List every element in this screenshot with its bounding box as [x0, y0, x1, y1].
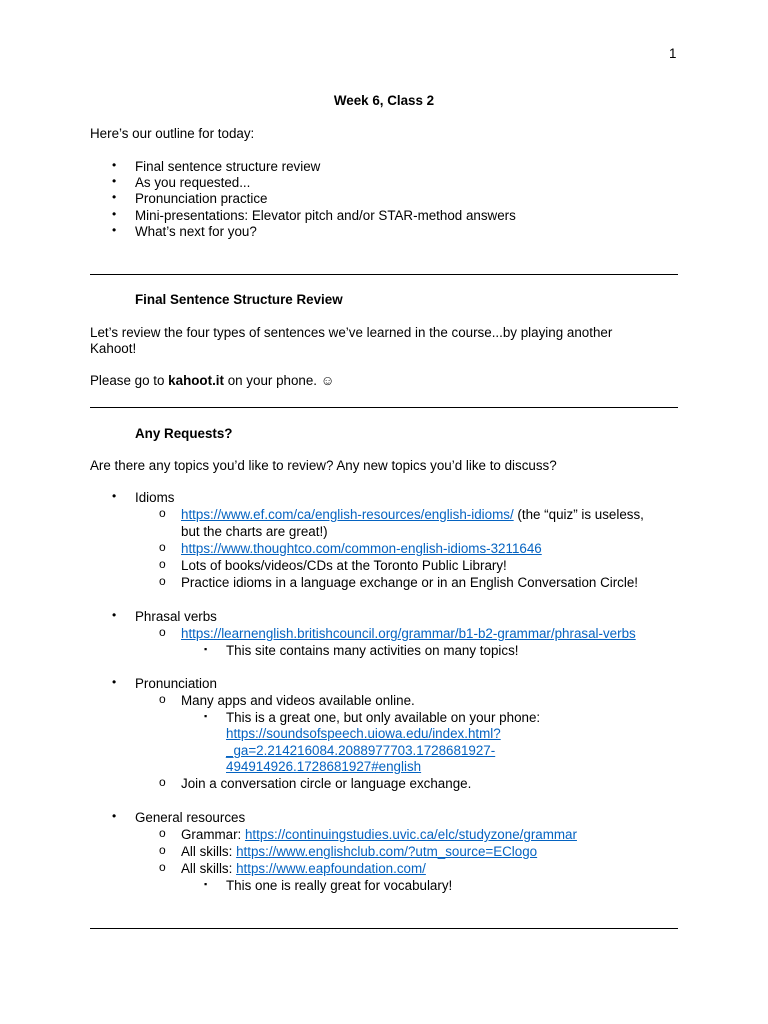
resource-type: Grammar:	[181, 827, 245, 842]
list-item	[181, 507, 644, 524]
list-item	[226, 759, 421, 776]
list-item-phrasal-verbs: Phrasal verbs	[135, 609, 217, 624]
bullet: •	[112, 608, 117, 622]
list-item: Join a conversation circle or language exchange.	[181, 776, 472, 791]
paragraph-line: Let’s review the four types of sentences we’ve learned in the course...by playing another	[90, 325, 613, 340]
list-item: Practice idioms in a language exchange or in an English Conversation Circle!	[181, 575, 639, 590]
link-englishclub[interactable]: https://www.englishclub.com/?utm_source=EClogo	[236, 844, 538, 859]
page-title: Week 6, Class 2	[333, 93, 435, 108]
bullet: •	[112, 223, 117, 237]
bullet: •	[112, 158, 117, 172]
bullet: •	[112, 207, 117, 221]
list-item: Many apps and videos available online.	[181, 693, 415, 708]
sub-bullet: o	[159, 625, 166, 639]
list-item: Lots of books/videos/CDs at the Toronto Public Library!	[181, 558, 507, 573]
resource-type: All skills:	[181, 844, 237, 859]
outline-item: Pronunciation practice	[135, 191, 268, 206]
list-item-note: This one is really great for vocabulary!	[226, 878, 453, 893]
sub-bullet: o	[159, 540, 166, 554]
instruction-prefix: Please go to	[90, 373, 169, 388]
sub-bullet: o	[159, 557, 166, 571]
link-note: (the “quiz” is useless,	[513, 507, 644, 522]
sub-bullet: o	[159, 860, 166, 874]
sub-bullet: o	[159, 826, 166, 840]
link-eapfoundation[interactable]: https://www.eapfoundation.com/	[236, 861, 426, 876]
list-item	[181, 844, 537, 861]
list-item	[181, 827, 577, 844]
list-item	[181, 626, 636, 643]
sub-sub-bullet: ▪	[204, 644, 208, 654]
outline-item: What’s next for you?	[135, 224, 257, 239]
bullet: •	[112, 174, 117, 188]
link-sounds-of-speech-cont[interactable]: _ga=2.214216084.2088977703.1728681927-	[226, 743, 496, 758]
bullet: •	[112, 809, 117, 823]
bullet: •	[112, 675, 117, 689]
list-item-general-resources: General resources	[135, 810, 246, 825]
question-text: Are there any topics you’d like to review? Any new topics you’d like to discuss?	[90, 458, 557, 473]
section-heading-sentence-review: Final Sentence Structure Review	[135, 292, 343, 307]
intro-text: Here’s our outline for today:	[90, 126, 255, 141]
section-divider	[90, 407, 678, 408]
list-item-idioms: Idioms	[135, 490, 175, 505]
bullet: •	[112, 190, 117, 204]
list-item-pronunciation: Pronunciation	[135, 676, 217, 691]
outline-item: Mini-presentations: Elevator pitch and/or STAR-method answers	[135, 208, 516, 223]
sub-bullet: o	[159, 506, 166, 520]
list-item	[181, 541, 542, 558]
sub-bullet: o	[159, 692, 166, 706]
sub-bullet: o	[159, 574, 166, 588]
link-british-council[interactable]: https://learnenglish.britishcouncil.org/grammar/b1-b2-grammar/phrasal-verbs	[181, 626, 636, 641]
sub-bullet: o	[159, 843, 166, 857]
list-item-note: This is a great one, but only available on your phone:	[226, 710, 541, 725]
list-item	[226, 726, 501, 743]
kahoot-instruction	[90, 373, 334, 390]
link-ef-idioms[interactable]: https://www.ef.com/ca/english-resources/english-idioms/	[181, 507, 514, 522]
instruction-suffix: on your phone. ☺	[223, 373, 335, 388]
resource-type: All skills:	[181, 861, 237, 876]
bullet: •	[112, 489, 117, 503]
list-item	[181, 861, 426, 878]
list-item-note: This site contains many activities on many topics!	[226, 643, 519, 658]
sub-sub-bullet: ▪	[204, 879, 208, 889]
outline-item: As you requested...	[135, 175, 251, 190]
sub-sub-bullet: ▪	[204, 711, 208, 721]
kahoot-site: kahoot.it	[168, 373, 224, 388]
paragraph-line: Kahoot!	[90, 341, 137, 356]
section-heading-requests: Any Requests?	[135, 426, 233, 441]
section-divider	[90, 928, 678, 929]
section-divider	[90, 274, 678, 275]
outline-item: Final sentence structure review	[135, 159, 321, 174]
link-sounds-of-speech-cont[interactable]: 494914926.1728681927#english	[226, 759, 422, 774]
link-uvic-grammar[interactable]: https://continuingstudies.uvic.ca/elc/studyzone/grammar	[244, 827, 577, 842]
link-sounds-of-speech[interactable]: https://soundsofspeech.uiowa.edu/index.html?	[226, 726, 501, 741]
sub-bullet: o	[159, 775, 166, 789]
page-number: 1	[669, 46, 677, 61]
list-item	[226, 743, 495, 760]
link-thoughtco[interactable]: https://www.thoughtco.com/common-english-idioms-3211646	[181, 541, 542, 556]
list-item-continuation: but the charts are great!)	[181, 524, 328, 539]
